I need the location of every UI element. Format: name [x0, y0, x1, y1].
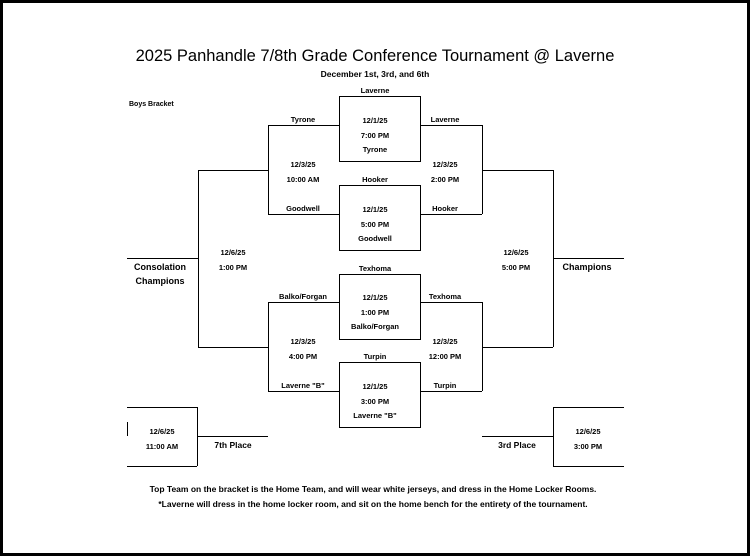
team-name: Tyrone	[290, 115, 316, 124]
game-time: 12:00 PM	[428, 352, 462, 361]
game-time: 3:00 PM	[360, 397, 390, 406]
bracket-line	[482, 436, 553, 437]
game-date: 12/1/25	[362, 293, 388, 302]
bracket-line	[268, 302, 339, 303]
bracket-line	[553, 407, 624, 408]
game-time: 7:00 PM	[360, 131, 390, 140]
team-name: Tyrone	[362, 145, 388, 154]
game-date: 12/3/25	[432, 337, 458, 346]
seventh-place-label: 7th Place	[214, 440, 252, 450]
bracket-line	[127, 422, 128, 436]
champions-label: Champions	[562, 262, 612, 272]
game-date: 12/6/25	[220, 248, 246, 257]
team-name: Laverne "B"	[353, 411, 397, 420]
game-date: 12/6/25	[575, 427, 601, 436]
game-time: 2:00 PM	[430, 175, 460, 184]
game-date: 12/1/25	[362, 205, 388, 214]
game-time: 5:00 PM	[360, 220, 390, 229]
third-place-label: 3rd Place	[498, 440, 536, 450]
bracket-line	[421, 302, 482, 303]
bracket-line	[268, 214, 339, 215]
bracket-line	[421, 391, 482, 392]
bracket-line	[268, 125, 269, 214]
team-name: Goodwell	[286, 204, 320, 213]
game-time: 1:00 PM	[360, 308, 390, 317]
team-name: Hooker	[362, 175, 388, 184]
team-name: Hooker	[432, 204, 458, 213]
team-name: Balko/Forgan	[279, 292, 327, 301]
bracket-line	[127, 258, 198, 259]
game-date: 12/1/25	[362, 116, 388, 125]
bracket-line	[198, 347, 268, 348]
footer-note: *Laverne will dress in the home locker room, and sit on the home bench for the entirety of the tournament.	[158, 499, 588, 509]
game-date: 12/3/25	[290, 160, 316, 169]
bracket-label: Boys Bracket	[129, 101, 174, 108]
team-name: Texhoma	[358, 264, 392, 273]
consolation-champions-label: Champions	[135, 276, 185, 286]
tournament-dates: December 1st, 3rd, and 6th	[320, 69, 430, 79]
game-date: 12/1/25	[362, 382, 388, 391]
bracket-line	[553, 466, 624, 467]
bracket-line	[482, 347, 553, 348]
team-name: Goodwell	[358, 234, 392, 243]
game-time: 3:00 PM	[573, 442, 603, 451]
bracket-line	[421, 214, 482, 215]
game-date: 12/3/25	[432, 160, 458, 169]
team-name: Turpin	[363, 352, 387, 361]
bracket-line	[268, 302, 269, 391]
game-time: 5:00 PM	[501, 263, 531, 272]
game-time: 10:00 AM	[286, 175, 320, 184]
bracket-line	[127, 466, 197, 467]
team-name: Texhoma	[428, 292, 462, 301]
consolation-champions-label: Consolation	[134, 262, 186, 272]
bracket-line	[198, 170, 199, 347]
team-name: Laverne "B"	[281, 381, 325, 390]
bracket-line	[482, 170, 553, 171]
game-date: 12/6/25	[149, 427, 175, 436]
bracket-line	[553, 407, 554, 466]
bracket-line	[421, 125, 482, 126]
team-name: Balko/Forgan	[351, 322, 399, 331]
bracket-line	[553, 258, 624, 259]
bracket-line	[198, 170, 268, 171]
game-time: 11:00 AM	[145, 442, 179, 451]
bracket-line	[268, 125, 339, 126]
bracket-line	[268, 391, 339, 392]
bracket-line	[127, 407, 197, 408]
team-name: Laverne	[360, 86, 390, 95]
team-name: Turpin	[433, 381, 457, 390]
game-date: 12/3/25	[290, 337, 316, 346]
page-title: 2025 Panhandle 7/8th Grade Conference Tournament @ Laverne	[135, 47, 615, 65]
game-time: 4:00 PM	[288, 352, 318, 361]
team-name: Laverne	[430, 115, 460, 124]
footer-note: Top Team on the bracket is the Home Team, and will wear white jerseys, and dress in the Home Locker Rooms.	[149, 484, 597, 494]
game-time: 1:00 PM	[218, 263, 248, 272]
bracket-page	[3, 3, 747, 553]
game-date: 12/6/25	[503, 248, 529, 257]
bracket-line	[197, 436, 268, 437]
